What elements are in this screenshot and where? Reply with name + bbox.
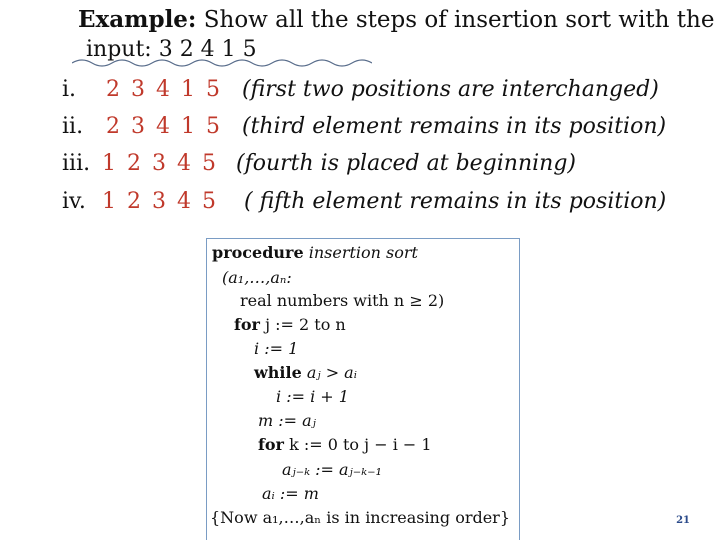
code-shift: aⱼ₋ₖ := aⱼ₋ₖ₋₁ <box>282 460 382 479</box>
code-for-inner: for k := 0 to j − i − 1 <box>258 435 432 454</box>
code-for-outer: for j := 2 to n <box>234 315 346 334</box>
step-note: (fourth is placed at beginning) <box>236 151 577 176</box>
step-sequence: 2 3 4 1 5 <box>106 77 222 102</box>
step-number: ii. <box>62 114 84 139</box>
step-number: iv. <box>62 189 86 214</box>
step-note: (first two positions are interchanged) <box>242 77 659 102</box>
step-sequence: 1 2 3 4 5 <box>102 151 218 176</box>
title-bold: Example: <box>78 6 197 33</box>
step-number: i. <box>62 77 77 102</box>
procedure-name: insertion sort <box>308 243 418 262</box>
code-while: while aⱼ > aᵢ <box>254 363 357 382</box>
step-number: iii. <box>62 151 91 176</box>
page-number: 21 <box>676 515 690 526</box>
title-rest: Show all the steps of insertion sort with the <box>196 7 715 33</box>
code-comment: {Now a₁,…,aₙ is in increasing order} <box>210 508 511 527</box>
slide-title <box>78 6 714 33</box>
step-note: ( fifth element remains in its position) <box>244 189 667 214</box>
keyword-procedure: procedure <box>212 243 304 262</box>
procedure-param-type: real numbers with n ≥ 2) <box>240 291 445 310</box>
code-assign-ai: aᵢ := m <box>262 484 319 503</box>
squiggle-underline <box>72 55 372 67</box>
step-note: (third element remains in its position) <box>242 114 667 139</box>
step-sequence: 2 3 4 1 5 <box>106 114 222 139</box>
procedure-header <box>212 243 418 262</box>
code-assign-m: m := aⱼ <box>258 411 316 430</box>
procedure-params: (a₁,…,aₙ: <box>222 268 292 287</box>
code-increment-i: i := i + 1 <box>276 387 349 406</box>
code-assign-i: i := 1 <box>254 339 299 358</box>
input-line: input: 3 2 4 1 5 <box>86 37 257 62</box>
step-sequence: 1 2 3 4 5 <box>102 189 218 214</box>
